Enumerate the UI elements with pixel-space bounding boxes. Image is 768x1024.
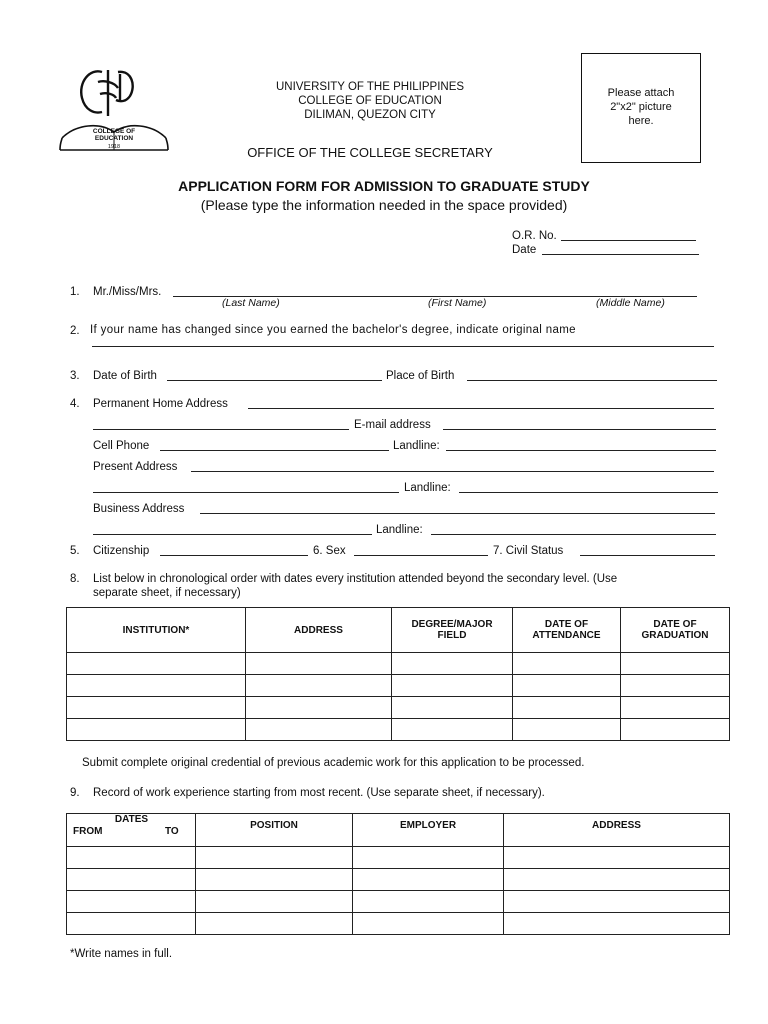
citizenship-field[interactable] [160, 539, 312, 559]
table-cell[interactable] [392, 675, 513, 697]
permanent-address-field-2[interactable] [93, 413, 353, 433]
or-number-label: O.R. No. [512, 230, 557, 242]
photo-box-line-1: Please attach [607, 87, 675, 99]
table-cell[interactable] [513, 697, 621, 719]
work-address-header: ADDRESS [504, 814, 730, 847]
date-label: Date [512, 244, 537, 256]
form-subtitle: (Please type the information needed in the space provided) [200, 197, 568, 213]
q9-label: Record of work experience starting from most recent. (Use separate sheet, if necessary). [93, 787, 545, 799]
attendance-header-line-1: DATE OF [544, 619, 589, 630]
q8-instruction-line-1: List below in chronological order with dates every institution attended beyond the secondary level. (Use [93, 573, 618, 585]
middle-name-caption: (Middle Name) [596, 297, 665, 309]
table-cell[interactable] [353, 869, 504, 891]
education-table [66, 607, 730, 741]
position-header: POSITION [196, 814, 353, 847]
college-location: DILIMAN, QUEZON CITY [304, 109, 436, 121]
table-cell[interactable] [246, 697, 392, 719]
landline-field-1[interactable] [446, 434, 720, 454]
landline-label-1: Landline: [393, 440, 440, 452]
degree-header-line-2: FIELD [437, 630, 467, 641]
credential-note: Submit complete original credential of previous academic work for this application to be processed. [82, 757, 585, 769]
to-header-label: TO [165, 826, 179, 837]
employer-header: EMPLOYER [353, 814, 504, 847]
table-cell[interactable] [196, 869, 353, 891]
college-seal-logo [56, 62, 172, 154]
place-of-birth-label: Place of Birth [386, 370, 455, 382]
table-cell[interactable] [504, 847, 730, 869]
table-cell[interactable] [392, 653, 513, 675]
table-cell[interactable] [504, 869, 730, 891]
email-label: E-mail address [354, 419, 431, 431]
table-cell[interactable] [196, 913, 353, 935]
email-field[interactable] [443, 413, 720, 433]
logo-year: 1918 [107, 144, 121, 150]
q5-number: 5. [70, 545, 80, 557]
college-name: COLLEGE OF EDUCATION [298, 95, 442, 107]
attendance-header [513, 608, 621, 653]
sex-field[interactable] [354, 539, 492, 559]
table-cell[interactable] [67, 653, 246, 675]
table-row [67, 675, 730, 697]
table-cell[interactable] [621, 653, 730, 675]
degree-header-line-1: DEGREE/MAJOR [411, 619, 493, 630]
permanent-address-field-1[interactable] [248, 392, 718, 412]
graduation-header-line-2: GRADUATION [641, 630, 709, 641]
graduation-header [621, 608, 730, 653]
table-cell[interactable] [67, 675, 246, 697]
sex-label: 6. Sex [313, 545, 346, 557]
table-cell[interactable] [621, 697, 730, 719]
q8-instruction-line-2: separate sheet, if necessary) [93, 587, 241, 599]
landline-label-3: Landline: [376, 524, 423, 536]
last-name-caption: (Last Name) [222, 297, 280, 309]
citizenship-label: Citizenship [93, 545, 150, 557]
table-row [67, 653, 730, 675]
original-name-field[interactable] [92, 330, 718, 350]
date-field[interactable] [542, 239, 703, 259]
footnote: *Write names in full. [70, 948, 173, 960]
work-experience-table [66, 813, 730, 935]
office-name: OFFICE OF THE COLLEGE SECRETARY [247, 145, 493, 160]
table-cell[interactable] [621, 719, 730, 741]
table-cell[interactable] [353, 913, 504, 935]
business-address-label: Business Address [93, 503, 185, 515]
landline-field-2[interactable] [459, 476, 722, 496]
landline-field-3[interactable] [431, 518, 720, 538]
table-cell[interactable] [353, 847, 504, 869]
photo-box [581, 53, 701, 163]
table-cell[interactable] [513, 653, 621, 675]
q9-number: 9. [70, 787, 80, 799]
q3-number: 3. [70, 370, 80, 382]
table-row [67, 847, 730, 869]
table-cell[interactable] [196, 891, 353, 913]
table-cell[interactable] [67, 719, 246, 741]
institution-header: INSTITUTION* [67, 608, 246, 653]
q1-number: 1. [70, 286, 80, 298]
table-cell[interactable] [392, 697, 513, 719]
dates-header [67, 814, 196, 847]
table-row [67, 869, 730, 891]
business-address-field-2[interactable] [93, 518, 376, 538]
date-of-birth-label: Date of Birth [93, 370, 157, 382]
q8-number: 8. [70, 573, 80, 585]
table-cell[interactable] [67, 847, 196, 869]
present-address-field-1[interactable] [191, 455, 718, 475]
table-cell[interactable] [504, 891, 730, 913]
table-cell[interactable] [67, 869, 196, 891]
present-address-field-2[interactable] [93, 476, 403, 496]
place-of-birth-field[interactable] [467, 364, 721, 384]
table-cell[interactable] [67, 697, 246, 719]
table-cell[interactable] [513, 719, 621, 741]
q2-number: 2. [70, 325, 80, 337]
q2-label: If your name has changed since you earned the bachelor's degree, indicate original name [90, 324, 576, 336]
table-cell[interactable] [392, 719, 513, 741]
table-row [67, 719, 730, 741]
cell-phone-label: Cell Phone [93, 440, 150, 452]
table-row [67, 891, 730, 913]
q1-label: Mr./Miss/Mrs. [93, 286, 162, 298]
landline-label-2: Landline: [404, 482, 451, 494]
table-cell[interactable] [246, 675, 392, 697]
table-cell[interactable] [353, 891, 504, 913]
logo-caption: COLLEGE OF EDUCATION [92, 128, 136, 142]
table-row [67, 697, 730, 719]
from-header-label: FROM [73, 826, 103, 837]
work-table-header [67, 814, 730, 847]
civil-status-label: 7. Civil Status [493, 545, 564, 557]
business-address-field-1[interactable] [200, 497, 719, 517]
graduation-header-line-1: DATE OF [653, 619, 697, 630]
degree-header [392, 608, 513, 653]
table-cell[interactable] [621, 675, 730, 697]
form-title: APPLICATION FORM FOR ADMISSION TO GRADUATE STUDY [178, 178, 590, 194]
table-cell[interactable] [196, 847, 353, 869]
education-table-header [67, 608, 730, 653]
attendance-header-line-2: ATTENDANCE [532, 630, 601, 641]
table-row [67, 913, 730, 935]
photo-box-line-2: 2"x2" picture [610, 101, 672, 113]
table-cell[interactable] [67, 913, 196, 935]
date-of-birth-field[interactable] [167, 364, 386, 384]
present-address-label: Present Address [93, 461, 178, 473]
first-name-caption: (First Name) [428, 297, 487, 309]
table-cell[interactable] [513, 675, 621, 697]
table-cell[interactable] [246, 653, 392, 675]
university-name: UNIVERSITY OF THE PHILIPPINES [275, 81, 465, 93]
photo-box-line-3: here. [628, 115, 654, 127]
q4-number: 4. [70, 398, 80, 410]
table-cell[interactable] [67, 891, 196, 913]
permanent-address-label: Permanent Home Address [93, 398, 228, 410]
civil-status-field[interactable] [580, 539, 719, 559]
table-cell[interactable] [504, 913, 730, 935]
dates-header-label: DATES [114, 814, 149, 825]
address-header: ADDRESS [246, 608, 392, 653]
table-cell[interactable] [246, 719, 392, 741]
cell-phone-field[interactable] [160, 434, 393, 454]
